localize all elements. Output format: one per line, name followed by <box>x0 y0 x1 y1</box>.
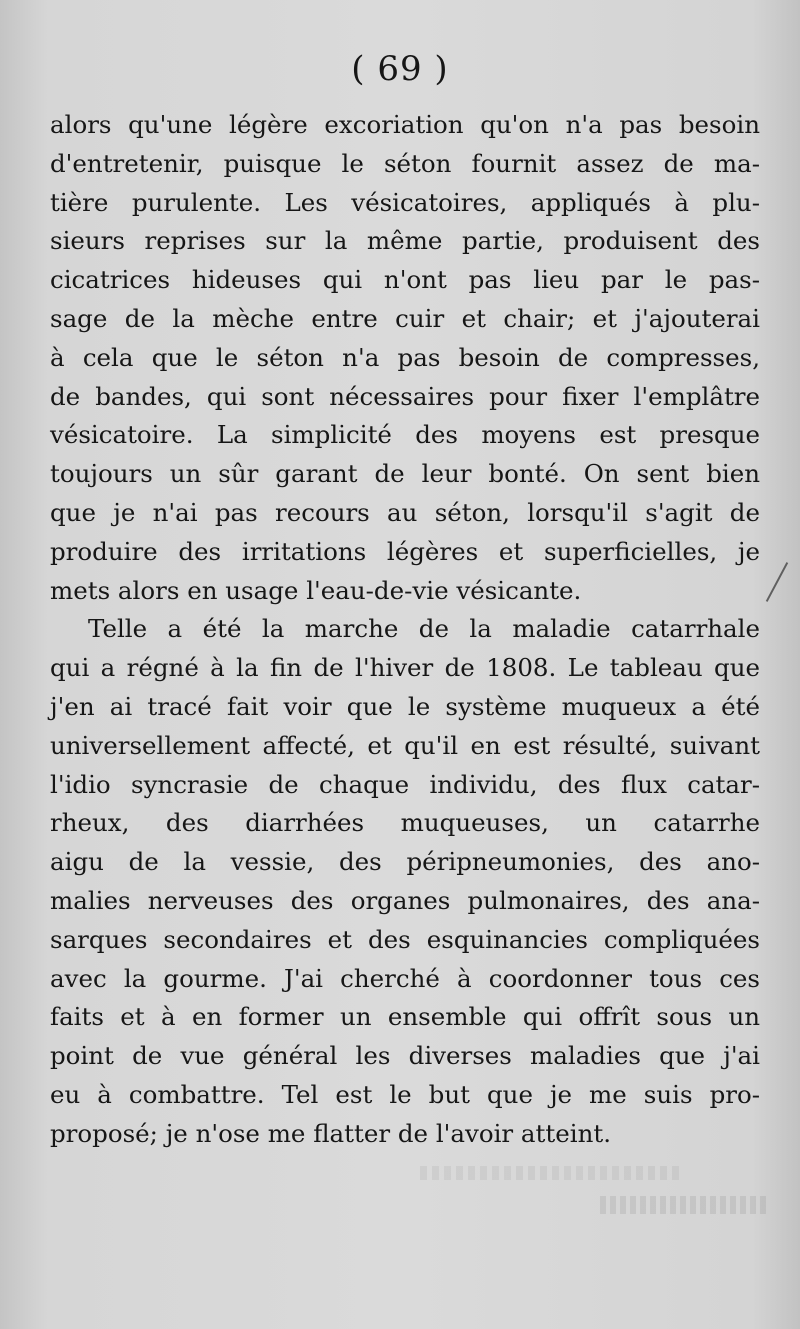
text-line: toujours un sûr garant de leur bonté. On sent bien <box>50 459 760 489</box>
text-line: avec la gourme. J'ai cherché à coordonner tous ces <box>50 963 760 993</box>
text-line: rheux, des diarrhées muqueuses, un catarrhe <box>50 808 760 838</box>
paragraph-1 <box>50 106 760 610</box>
text-line: eu à combattre. Tel est le but que je me suis pro- <box>50 1079 760 1109</box>
text-line: sarques secondaires et des esquinancies compliquées <box>50 924 760 954</box>
text-line: de bandes, qui sont nécessaires pour fixer l'emplâtre <box>50 381 760 411</box>
text-line: à cela que le séton n'a pas besoin de compresses, <box>50 342 760 372</box>
text-line: aigu de la vessie, des péripneumonies, des ano- <box>50 847 760 877</box>
text-line: d'entretenir, puisque le séton fournit assez de ma- <box>50 148 760 178</box>
paragraph-2 <box>50 610 760 1153</box>
page-number: ( 69 ) <box>351 49 449 89</box>
text-line: proposé; je n'ose me flatter de l'avoir atteint. <box>50 1118 611 1148</box>
text-line: produire des irritations légères et superficielles, je <box>50 536 760 566</box>
show-through-text <box>420 1166 680 1180</box>
text-line: vésicatoire. La simplicité des moyens est presque <box>50 420 760 450</box>
show-through-text <box>600 1196 770 1214</box>
text-line: tière purulente. Les vésicatoires, appliqués à plu- <box>50 187 760 217</box>
text-line: Telle a été la marche de la maladie catarrhale <box>88 614 760 644</box>
text-line: l'idio syncrasie de chaque individu, des flux catar- <box>50 769 760 799</box>
text-line: faits et à en former un ensemble qui offrît sous un <box>50 1002 760 1032</box>
text-line: mets alors en usage l'eau-de-vie vésicante. <box>50 575 582 605</box>
text-line: sage de la mèche entre cuir et chair; et j'ajouterai <box>50 303 760 333</box>
text-line: cicatrices hideuses qui n'ont pas lieu par le pas- <box>50 265 760 295</box>
text-line: universellement affecté, et qu'il en est résulté, suivant <box>50 730 760 760</box>
text-line: que je n'ai pas recours au séton, lorsqu'il s'agit de <box>50 497 760 527</box>
text-line: malies nerveuses des organes pulmonaires, des ana- <box>50 885 760 915</box>
text-line: sieurs reprises sur la même partie, produisent des <box>50 226 760 256</box>
text-line: j'en ai tracé fait voir que le système muqueux a été <box>50 691 760 721</box>
text-line: point de vue général les diverses maladies que j'ai <box>50 1041 760 1071</box>
margin-mark <box>766 562 788 602</box>
text-line: alors qu'une légère excoriation qu'on n'a pas besoin <box>50 110 760 139</box>
text-line: qui a régné à la fin de l'hiver de 1808. Le tableau que <box>50 653 760 683</box>
body-text <box>50 106 760 1154</box>
